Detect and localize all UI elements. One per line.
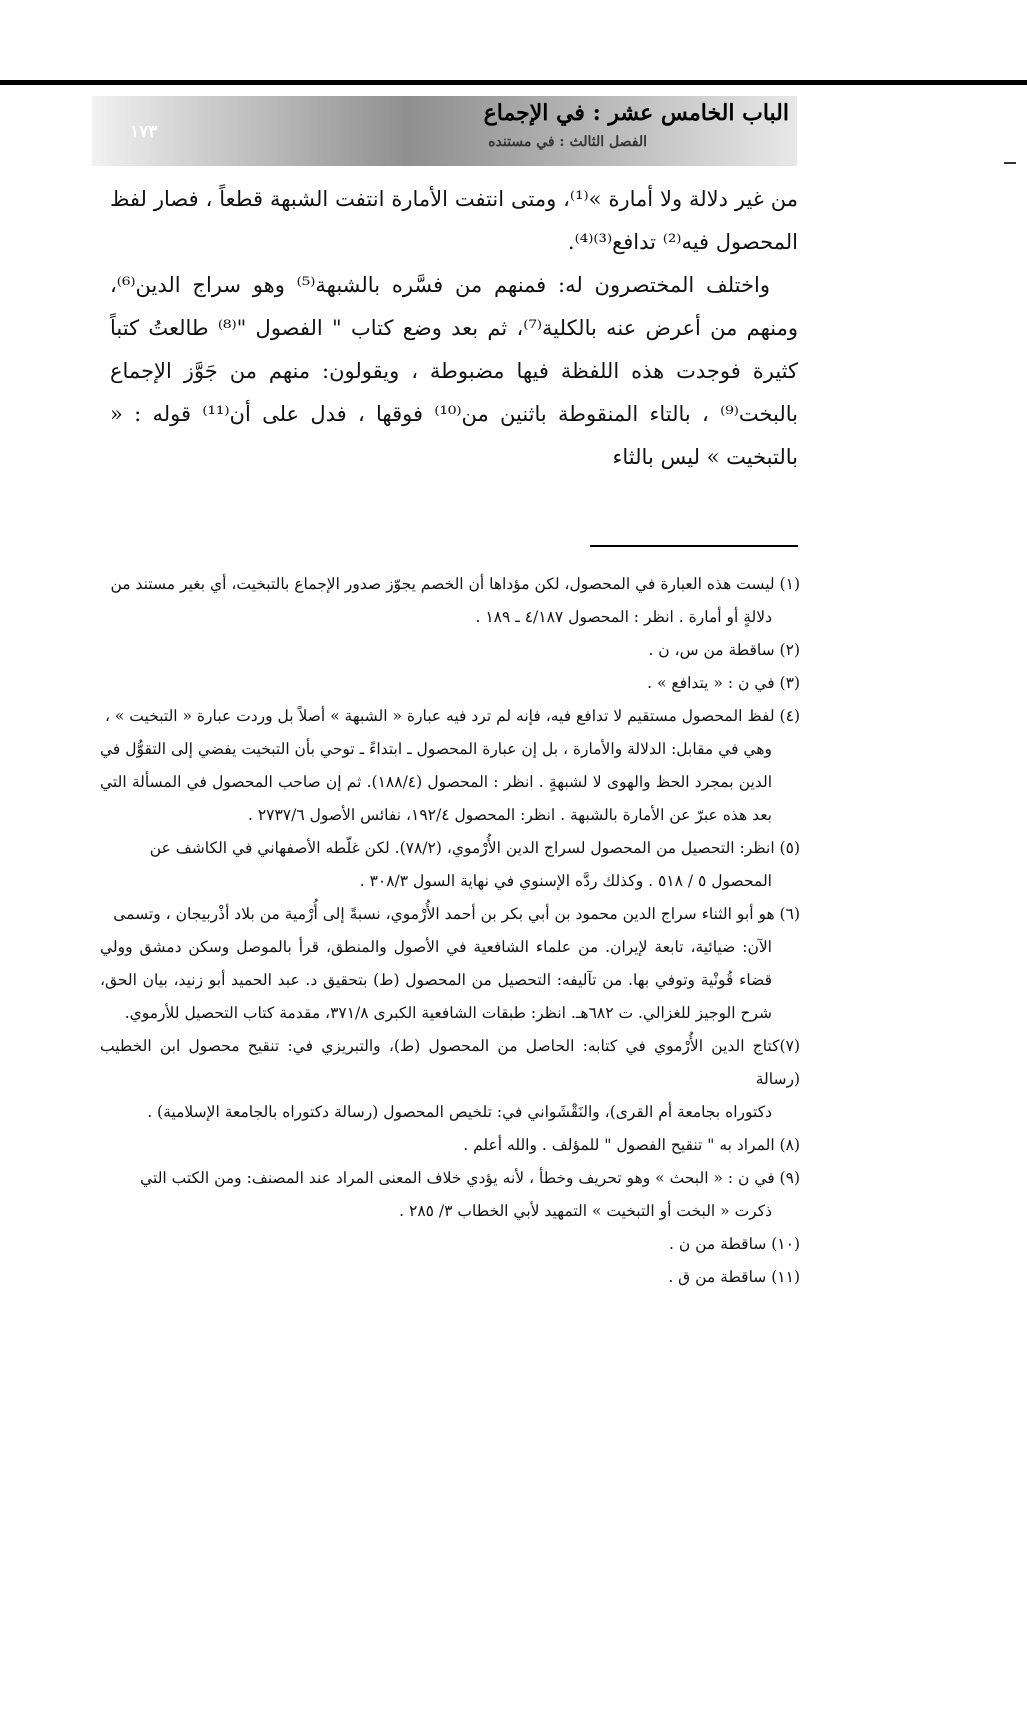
footnote-1	[100, 568, 800, 634]
footnote-11	[100, 1261, 800, 1294]
footnote-separator	[590, 545, 798, 547]
footnote-continuation: ذكرت « البخت أو التبخيت » التمهيد لأبي الخطاب ٣/ ٢٨٥ .	[399, 1202, 772, 1220]
footnote-8	[100, 1129, 800, 1162]
footnote-text: (٨) المراد به " تنقيح الفصول " للمؤلف . والله أعلم .	[463, 1136, 800, 1154]
footnotes	[100, 568, 800, 1294]
top-rule	[0, 80, 1027, 85]
main-text	[110, 178, 798, 479]
footnote-continuation: المحصول ٥ / ٥١٨ . وكذلك ردَّه الإسنوي في نهاية السول ٣٠٨/٣ .	[359, 872, 772, 890]
footnote-text: (٣) في ن : « يتدافع » .	[647, 674, 800, 692]
footnote-4	[100, 700, 800, 832]
footnote-text: (١٠) ساقطة من ن .	[668, 1235, 800, 1253]
footnote-text: (٧)كتاج الدين الأُرْموي في كتابه: الحاصل من المحصول (ط)، والتبريزي في: تنقيح محصول ابن الخطيب (رسالة	[100, 1037, 800, 1088]
running-header	[92, 96, 797, 166]
chapter-title: الباب الخامس عشر : في الإجماع	[483, 100, 789, 126]
footnote-continuation: الآن: ضيائية، تابعة لإيران. من علماء الشافعية في الأصول والمنطق، قرأ بالموصل وسكن دمشق وولي قضاء قُونْية وتوفي بها. من تآليفه: التحصيل من المحصول (ط) بتحقيق د. عبد الحميد أبو زنيد، بيان الحق، شرح الوجيز للغزالي. ت ٦٨٢هـ. انظر: طبقات الشافعية الكبرى ٣٧١/٨، مقدمة كتاب التحصيل للأرموي.	[100, 938, 772, 1022]
margin-mark	[1004, 162, 1016, 164]
footnote-text: (١) ليست هذه العبارة في المحصول، لكن مؤداها أن الخصم يجوّز صدور الإجماع بالتبخيت، أي بغير مستند من	[110, 575, 800, 593]
footnote-9	[100, 1162, 800, 1228]
page-number: ١٧٣	[130, 122, 158, 142]
footnote-10	[100, 1228, 800, 1261]
footnote-text: (١١) ساقطة من ق .	[668, 1268, 800, 1286]
footnote-text: (٥) انظر: التحصيل من المحصول لسراج الدين الأُرْموي، (٧٨/٢). لكن غلّطه الأصفهاني في الكاشف عن	[149, 839, 800, 857]
footnote-continuation: دكتوراه بجامعة أم القرى)، والنَقْشَواني في: تلخيص المحصول (رسالة دكتوراه بالجامعة الإسلامية) .	[147, 1103, 772, 1121]
footnote-6	[100, 898, 800, 1030]
paragraph-2: واختلف المختصرون له: فمنهم من فسَّره بالشبهة⁽⁵⁾ وهو سراج الدين⁽⁶⁾، ومنهم من أعرض عنه بالكلية⁽⁷⁾، ثم بعد وضع كتاب " الفصول "⁽⁸⁾ طالعتُ كتباً كثيرة فوجدت هذه اللفظة فيها مضبوطة ، ويقولون: منهم من جَوَّز الإجماع بالبخت⁽⁹⁾ ، بالتاء المنقوطة باثنين من⁽¹⁰⁾ فوقها ، فدل على أن⁽¹¹⁾ قوله : « بالتبخيت » ليس بالثاء	[110, 273, 799, 469]
section-subtitle: الفصل الثالث : في مستنده	[488, 134, 647, 150]
footnote-7	[100, 1030, 800, 1129]
footnote-text: (٤) لفظ المحصول مستقيم لا تدافع فيه، فإنه لم ترد فيه عبارة « الشبهة » أصلاً بل وردت عبارة « التبخيت » ،	[104, 707, 800, 725]
footnote-2	[100, 634, 800, 667]
footnote-3	[100, 667, 800, 700]
footnote-text: (٦) هو أبو الثناء سراج الدين محمود بن أبي بكر بن أحمد الأُرْموي، نسبةً إلى أُرْمية من بلاد أذْربيجان ، وتسمى	[113, 905, 800, 923]
footnote-text: (٢) ساقطة من س، ن .	[648, 641, 800, 659]
footnote-continuation: وهي في مقابل: الدلالة والأمارة ، بل إن عبارة المحصول ـ ابتداءً ـ توحي بأن التبخيت يفضي إلى التقوُّل في الدين بمجرد الحظ والهوى لا لشبهةٍ . انظر : المحصول (١٨٨/٤). ثم إن صاحب المحصول في المسألة التي بعد هذه عبرّ عن الأمارة بالشبهة . انظر: المحصول ١٩٢/٤، نفائس الأصول ٢٧٣٧/٦ .	[100, 740, 773, 824]
footnote-5	[100, 832, 800, 898]
paragraph-1: من غير دلالة ولا أمارة »⁽¹⁾، ومتى انتفت الأمارة انتفت الشبهة قطعاً ، فصار لفظ المحصول فيه⁽²⁾ تدافع⁽³⁾⁽⁴⁾.	[110, 187, 798, 254]
footnote-text: (٩) في ن : « البحث » وهو تحريف وخطأ ، لأنه يؤدي خلاف المعنى المراد عند المصنف: ومن الكتب التي	[140, 1169, 800, 1187]
footnote-continuation: دلالةٍ أو أمارة . انظر : المحصول ٤/١٨٧ ـ ١٨٩ .	[475, 608, 772, 626]
